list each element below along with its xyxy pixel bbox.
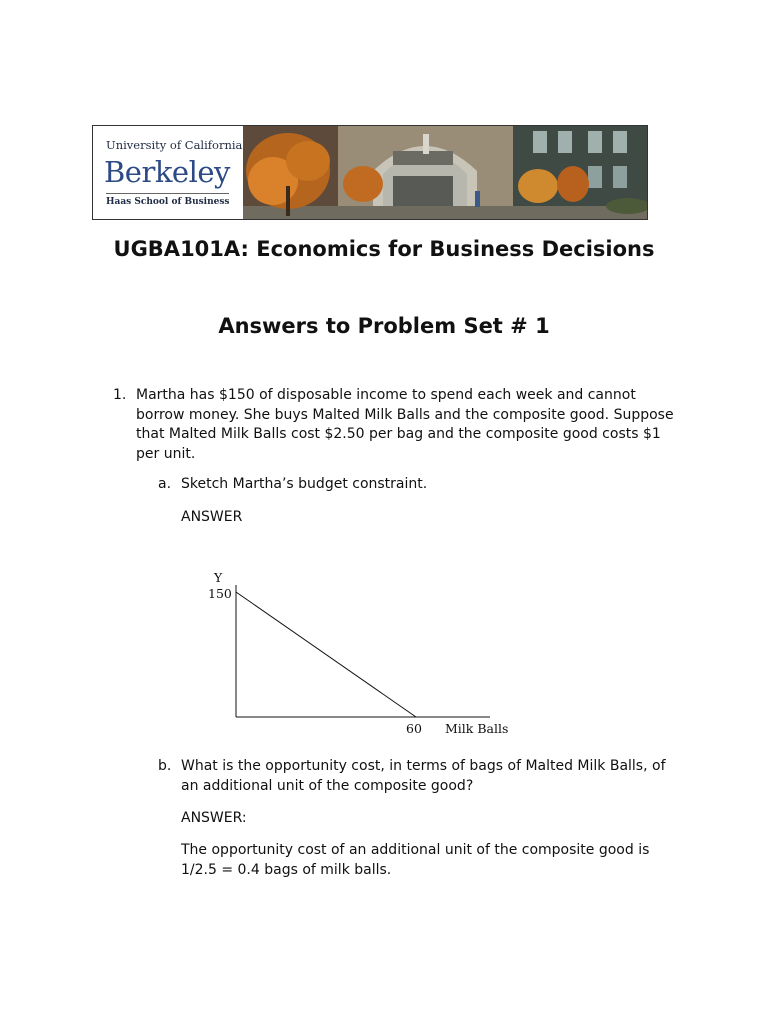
- part-b-text: What is the opportunity cost, in terms of bags of Malted Milk Balls, of an additional unit of the composite good?: [181, 758, 666, 794]
- budget-line: [236, 592, 416, 717]
- x-axis-label: Milk Balls: [445, 721, 509, 736]
- berkeley-haas-logo: [93, 126, 243, 219]
- document-title: Answers to Problem Set # 1: [218, 314, 550, 338]
- logo-divider: [106, 193, 229, 194]
- part-a-text: Sketch Martha’s budget constraint.: [181, 476, 428, 492]
- logo-campus: Berkeley: [104, 155, 230, 189]
- part-b-answer-text: The opportunity cost of an additional unit of the composite good is 1/2.5 = 0.4 bags of milk balls.: [181, 842, 650, 878]
- part-b-letter: b.: [158, 758, 172, 774]
- part-b-answer-label: ANSWER:: [181, 810, 247, 826]
- course-title: UGBA101A: Economics for Business Decisions: [113, 237, 655, 261]
- y-tick-label: 150: [208, 586, 232, 601]
- header-banner: [92, 125, 648, 220]
- question-number: 1.: [113, 387, 127, 403]
- x-tick-label: 60: [406, 721, 422, 736]
- campus-photo: [243, 126, 647, 219]
- question-text: Martha has $150 of disposable income to spend each week and cannot borrow money. She buys Malted Milk Balls and the composite good. Suppose that Malted Milk Balls cost $2.50 per bag and the composite good costs $1 per unit.: [136, 387, 674, 462]
- budget-constraint-chart: [200, 565, 530, 745]
- logo-school: Haas School of Business: [106, 197, 230, 207]
- part-a-answer-label: ANSWER: [181, 509, 243, 525]
- y-axis-label: Y: [214, 570, 223, 585]
- logo-university: University of California: [106, 138, 243, 152]
- part-a-letter: a.: [158, 476, 172, 492]
